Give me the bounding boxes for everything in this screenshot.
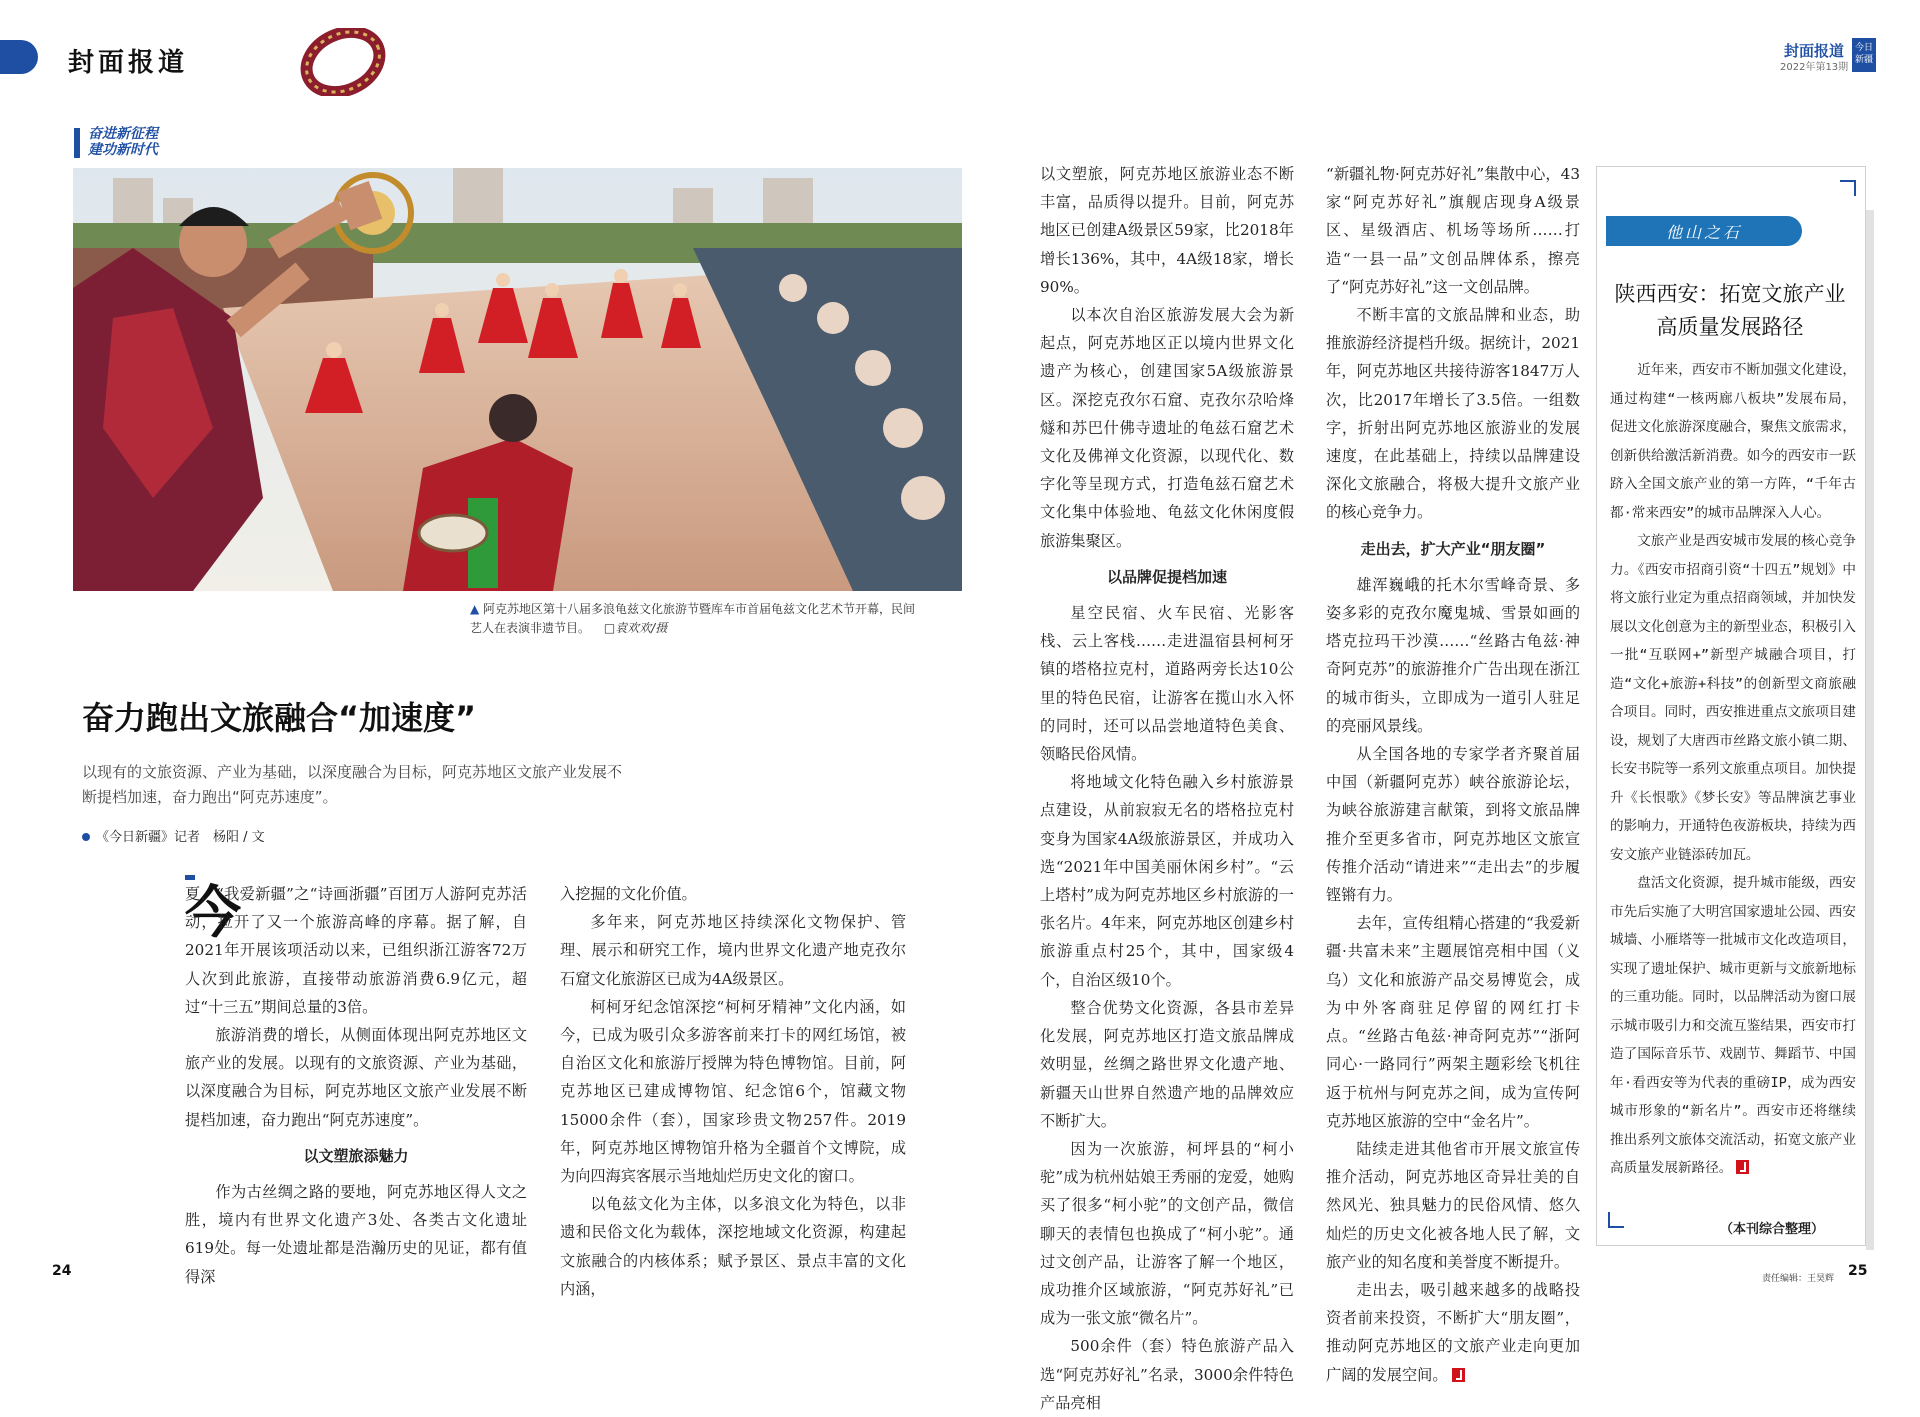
col2-paragraph: 柯柯牙纪念馆深挖“柯柯牙精神”文化内涵，如今，已成为吸引众多游客前来打卡的网红场馆，被自治区文化和旅游厅授牌为特色博物馆。目前，阿克苏地区已建成博物馆、纪念馆6个，馆藏文物15000余件（套），国家珍贵文物257件。2019年，阿克苏地区博物馆升格为全疆首个文博院，成为向四海宾客展示当地灿烂历史文化的窗口。 <box>560 997 906 1186</box>
page-number-right: 25 <box>1848 1263 1868 1279</box>
sidebar-tag <box>1606 216 1802 246</box>
article-title: 奋力跑出文旅融合“加速度” <box>82 699 477 737</box>
badge-line-2: 建功新时代 <box>88 142 158 158</box>
end-mark-icon <box>1452 1368 1465 1382</box>
photo-credit: □袁欢欢/摄 <box>603 621 668 635</box>
col3-paragraph: 以文塑旅，阿克苏地区旅游业态不断丰富，品质得以提升。目前，阿克苏地区已创建A级景区59家，比2018年增长136%，其中，4A级18家，增长90%。 <box>1040 165 1294 296</box>
section-heading-3: 走出去，扩大产业“朋友圈” <box>1360 539 1546 558</box>
byline-text: 《今日新疆》记者 杨阳 / 文 <box>96 830 265 845</box>
page-number-left: 24 <box>52 1263 72 1279</box>
col4-paragraph: “新疆礼物·阿克苏好礼”集散中心，43家“阿克苏好礼”旗舰店现身A级景区、星级酒店、机场等场所……打造“一县一品”文创品牌体系，擦亮了“阿克苏好礼”这一文创品牌。 <box>1326 165 1580 296</box>
col1-paragraph: 旅游消费的增长，从侧面体现出阿克苏地区文旅产业的发展。以现有的文旅资源、产业为基础，以深度融合为目标，阿克苏地区文旅产业发展不断提档加速，奋力跑出“阿克苏速度”。 <box>185 1026 527 1129</box>
sidebar-paragraph: 文旅产业是西安城市发展的核心竞争力。《西安市招商引资“十四五”规划》中将文旅行业定为重点招商领域，并加快发展以文化创意为主的新型业态，积极引入一批“互联网+”新型产城融合项目，打造“文化+旅游+科技”的创新型文商旅融合项目。同时，西安推进重点文旅项目建设，规划了大唐西市丝路文旅小镇二期、长安书院等一系列文旅重点项目。加快提升《长恨歌》《梦长安》等品牌演艺事业的影响力，开通特色夜游板块，持续为西安文旅产业链添砖加瓦。 <box>1610 533 1856 863</box>
col4-paragraph <box>1326 1276 1580 1389</box>
magazine-logo-text: 今日新疆 <box>1854 43 1873 65</box>
article-column-2 <box>560 880 906 1303</box>
dancer-photo-icon <box>73 168 962 591</box>
col3-paragraph: 将地域文化特色融入乡村旅游景点建设，从前寂寂无名的塔格拉克村变身为国家4A级旅游景区，并成功入选“2021年中国美丽休闲乡村”。“云上塔村”成为阿克苏地区乡村旅游的一张名片。4年来，阿克苏地区创建乡村旅游重点村25个，其中，国家级4个，自治区级10个。 <box>1040 773 1294 989</box>
sidebar-source: （本刊综合整理） <box>1720 1222 1825 1237</box>
col3-paragraph: 以本次自治区旅游发展大会为新起点，阿克苏地区正以境内世界文化遗产为核心，创建国家5A级旅游景区。深挖克孜尔石窟、克孜尔尕哈烽燧和苏巴什佛寺遗址的龟兹石窟艺术文化及佛禅文化资源，以现代化、数字化等呈现方式，打造龟兹石窟艺术文化集中体验地、龟兹文化休闲度假旅游集聚区。 <box>1040 306 1294 550</box>
col3-paragraph: 整合优势文化资源，各县市差异化发展，阿克苏地区打造文旅品牌成效明显，丝绸之路世界文化遗产地、新疆天山世界自然遗产地的品牌效应不断扩大。 <box>1040 998 1294 1130</box>
col4-paragraph: 去年，宣传组精心搭建的“我爱新疆·共富未来”主题展馆亮相中国（义乌）文化和旅游产品交易博览会，成为中外客商驻足停留的网红打卡点。“丝路古龟兹·神奇阿克苏”“浙阿同心·一路同行”两架主题彩绘飞机往返于杭州与阿克苏之间，成为宣传阿克苏地区旅游的空中“金名片”。 <box>1326 914 1580 1130</box>
article-column-1 <box>185 880 527 1291</box>
article-column-3 <box>1040 160 1294 1417</box>
drop-cap: 今 <box>185 880 241 946</box>
photo-caption-text: 阿克苏地区第十八届多浪龟兹文化旅游节暨库车市首届龟兹文化艺术节开幕，民间艺人在表演非遗节目。 <box>470 602 916 635</box>
col2-paragraph: 多年来，阿克苏地区持续深化文物保护、管理、展示和研究工作，境内世界文化遗产地克孜尔石窟文化旅游区已成为4A级景区。 <box>560 913 906 988</box>
byline-dot-icon <box>82 833 90 841</box>
col4-last-paragraph: 走出去，吸引越来越多的战略投资者前来投资，不断扩大“朋友圈”，推动阿克苏地区的文旅产业走向更加广阔的发展空间。 <box>1326 1280 1580 1384</box>
col3-paragraph: 星空民宿、火车民宿、光影客栈、云上客栈……走进温宿县柯柯牙镇的塔格拉克村，道路两旁长达10公里的特色民宿，让游客在揽山水入怀的同时，还可以品尝地道特色美食、领略民俗风情。 <box>1040 604 1294 764</box>
col1-paragraph: 作为古丝绸之路的要地，阿克苏地区得人文之胜，境内有世界文化遗产3处、各类古文化遗址619处。每一处遗址都是浩瀚历史的见证，都有值得深 <box>185 1183 527 1286</box>
col2-paragraph: 以龟兹文化为主体，以多浪文化为特色，以非遗和民俗文化为载体，深挖地域文化资源，构建起文旅融合的内核体系；赋予景区、景点丰富的文化内涵， <box>560 1195 906 1298</box>
sidebar-corner-tr-icon <box>1840 180 1856 196</box>
article-lead: 以现有的文旅资源、产业为基础，以深度融合为目标，阿克苏地区文旅产业发展不断提档加速，奋力跑出“阿克苏速度”。 <box>82 763 623 806</box>
section-heading-2: 以品牌促提档加速 <box>1106 567 1227 586</box>
header-left-tab <box>0 40 38 74</box>
section-label-left: 封面报道 <box>68 48 189 78</box>
sidebar-tag-text: 他山之石 <box>1665 223 1742 242</box>
sidebar-end-mark-icon <box>1736 1160 1749 1174</box>
main-photo <box>73 168 962 591</box>
sidebar-title: 陕西西安：拓宽文旅产业高质量发展路径 <box>1614 282 1846 339</box>
photo-caption <box>470 600 918 638</box>
sidebar-paragraph <box>1610 869 1856 1183</box>
editor-credit: 责任编辑：王昊辉 <box>1762 1274 1835 1284</box>
sidebar-paragraph: 近年来，西安市不断加强文化建设，通过构建“一核两廊八板块”发展布局，促进文化旅游深度融合，聚焦文旅需求，创新供给激活新消费。如今的西安市一跃跻入全国文旅产业的第一方阵，“千年古都·常来西安”的城市品牌深入人心。 <box>1610 362 1856 521</box>
col3-paragraph: 因为一次旅游，柯坪县的“柯小驼”成为杭州姑娘王秀丽的宠爱，她购买了很多“柯小驼”的文创产品，微信聊天的表情包也换成了“柯小驼”。通过文创产品，让游客了解一个地区，成功推介区域旅游，“阿克苏好礼”已成为一张文旅“微名片”。 <box>1040 1139 1294 1328</box>
caption-triangle-icon: ▲ <box>470 602 484 616</box>
magazine-logo <box>1852 38 1876 72</box>
col2-paragraph: 入挖掘的文化价值。 <box>560 885 697 903</box>
badge-bar-icon <box>74 128 80 158</box>
section-heading-1: 以文塑旅添魅力 <box>303 1146 409 1165</box>
sidebar-last-paragraph: 盘活文化资源，提升城市能级，西安市先后实施了大明宫国家遗址公园、西安城墙、小雁塔等一批城市文化改造项目，实现了遗址保护、城市更新与文旅新地标的三重功能。同时，以品牌活动为窗口展示城市吸引力和交流互鉴结果，西安市打造了国际音乐节、戏剧节、舞蹈节、中国年·看西安等为代表的重磅IP，成为西安城市形象的“新名片”。西安市还将继续推出系列文旅体交流活动，拓宽文旅产业高质量发展新路径。 <box>1610 875 1856 1176</box>
brand-label-right: 封面报道 <box>1784 42 1845 60</box>
col1-paragraph: 夏，“我爱新疆”之“诗画浙疆”百团万人游阿克苏活动，拉开了又一个旅游高峰的序幕。据了解，自2021年开展该项活动以来，已组织浙江游客72万人次到此旅游，直接带动旅游消费6.9亿元，超过“十三五”期间总量的3倍。 <box>185 885 527 1016</box>
sidebar-corner-bl-icon <box>1608 1212 1624 1228</box>
col4-paragraph: 从全国各地的专家学者齐聚首届中国（新疆阿克苏）峡谷旅游论坛，为峡谷旅游建言献策，到将文旅品牌推介至更多省市，阿克苏地区文旅宣传推介活动“请进来”“走出去”的步履铿锵有力。 <box>1326 745 1580 905</box>
series-badge <box>74 126 214 158</box>
col4-paragraph: 雄浑巍峨的托木尔雪峰奇景、多姿多彩的克孜尔魔鬼城、雪景如画的塔克拉玛干沙漠……“丝路古龟兹·神奇阿克苏”的旅游推介广告出现在浙江的城市街头，立即成为一道引人驻足的亮丽风景线。 <box>1326 575 1580 735</box>
article-byline <box>82 826 265 845</box>
badge-line-1: 奋进新征程 <box>88 126 158 142</box>
col4-paragraph: 陆续走进其他省市开展文旅宣传推介活动，阿克苏地区奇异壮美的自然风光、独具魅力的民俗风情、悠久灿烂的历史文化被各地人民了解，文旅产业的知名度和美誉度不断提升。 <box>1326 1139 1580 1271</box>
col3-paragraph: 500余件（套）特色旅游产品入选“阿克苏好礼”名录，3000余件特色产品亮相 <box>1040 1337 1294 1412</box>
sidebar-shadow <box>1866 210 1874 1250</box>
decorative-bracelet-icon <box>298 28 388 96</box>
issue-number: 2022年第13期 <box>1780 62 1849 73</box>
col4-paragraph: 不断丰富的文旅品牌和业态，助推旅游经济提档升级。据统计，2021年，阿克苏地区共接待游客1847万人次，比2017年增长了3.5倍。一组数字，折射出阿克苏地区旅游业的发展速度，在此基础上，持续以品牌建设深化文旅融合，将极大提升文旅产业的核心竞争力。 <box>1326 306 1580 522</box>
sidebar-body <box>1610 356 1856 1183</box>
article-column-4 <box>1326 160 1580 1389</box>
